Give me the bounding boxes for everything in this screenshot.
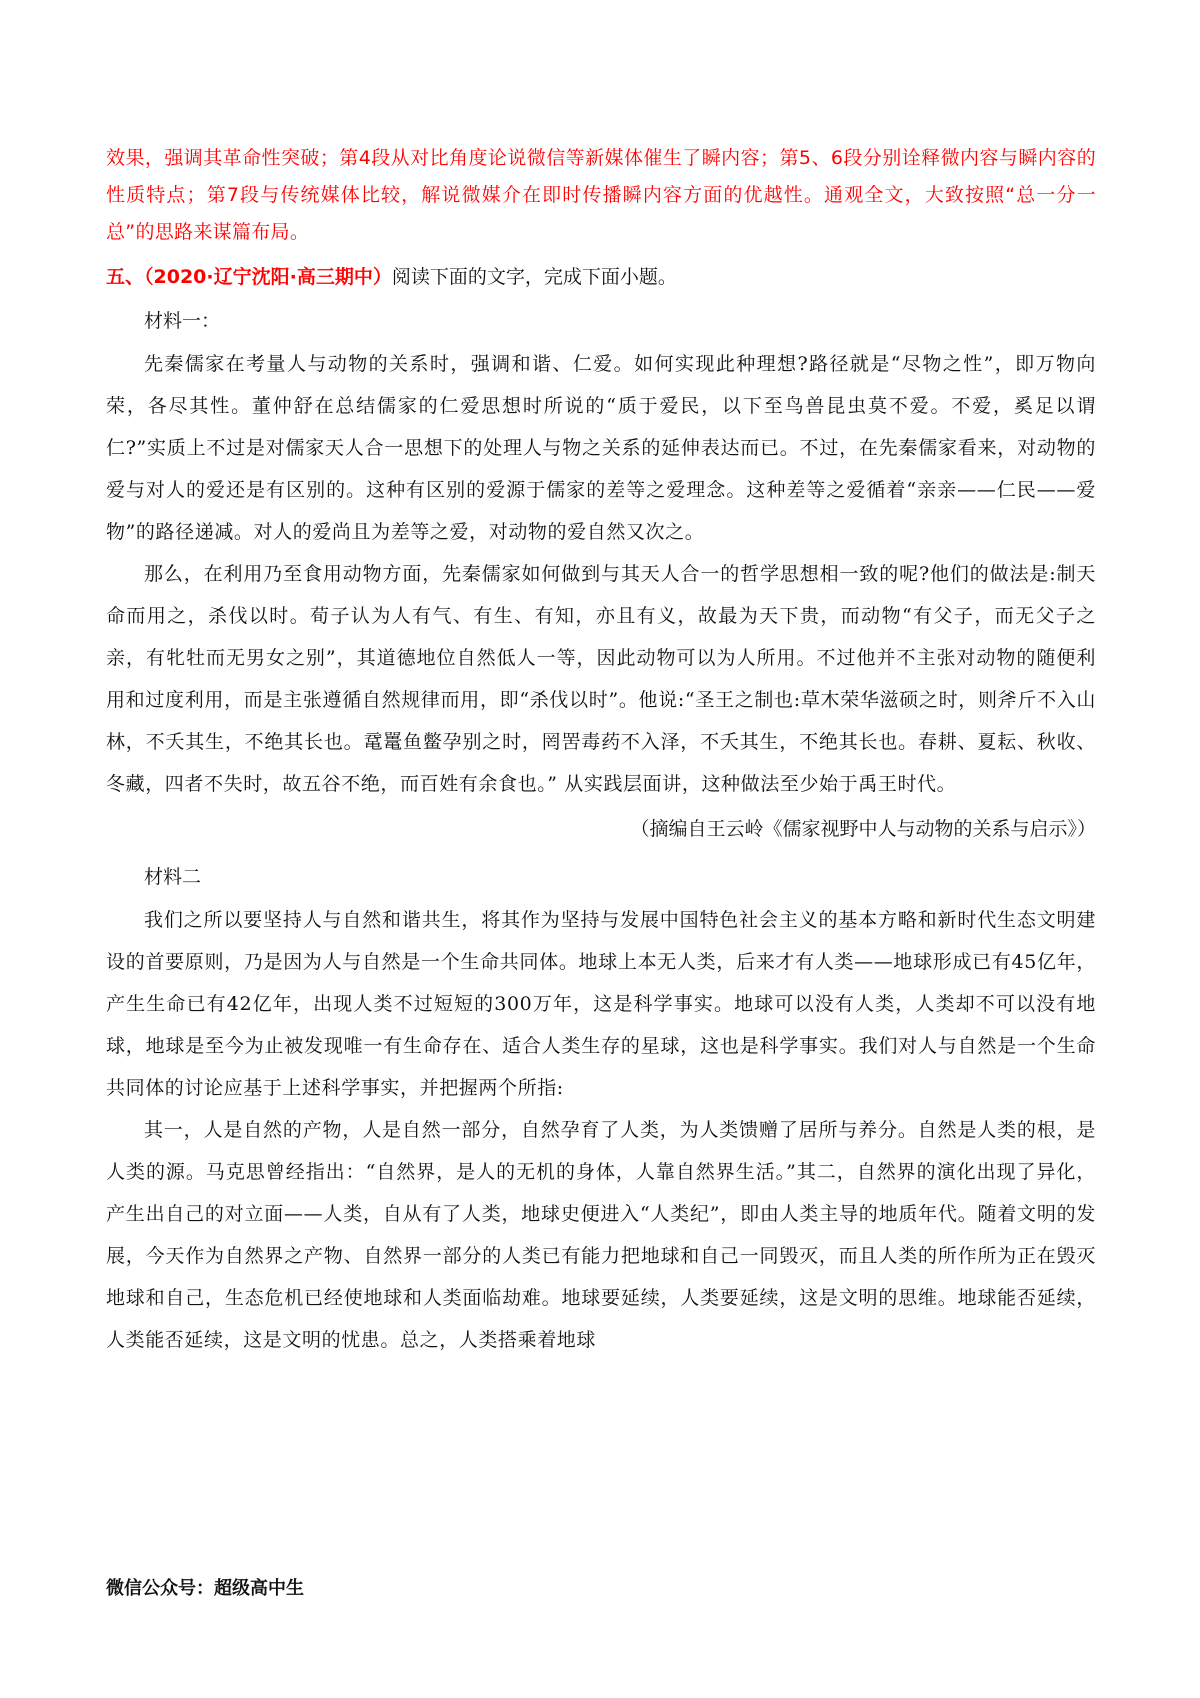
document-content — [106, 140, 1096, 1361]
material-1-paragraph-2: 那么，在利用乃至食用动物方面，先秦儒家如何做到与其天人合一的哲学思想相一致的呢?他们的做法是:制天命而用之，杀伐以时。荀子认为人有气、有生、有知，亦且有义，故最为天下贵，而动物“有父子，而无父子之亲，有牝牡而无男女之别”，其道德地位自然低人一等，因此动物可以为人所用。不过他并不主张对动物的随便利用和过度利用，而是主张遵循自然规律而用，即“杀伐以时”。他说:“圣王之制也:草木荣华滋硕之时，则斧斤不入山林，不夭其生，不绝其长也。鼋鼍鱼鳖孕别之时，罔罟毒药不入泽，不夭其生，不绝其长也。春耕、夏耘、秋收、冬藏，四者不失时，故五谷不绝，而百姓有余食也。” 从实践层面讲，这种做法至少始于禹王时代。 — [106, 563, 1096, 795]
question-instruction: 阅读下面的文字，完成下面小题。 — [391, 266, 677, 288]
material-1-source: （摘编自王云岭《儒家视野中人与动物的关系与启示》） — [630, 818, 1096, 840]
question-number: 五、 — [106, 266, 145, 288]
material-2-paragraph-2: 其一，人是自然的产物，人是自然一部分，自然孕育了人类，为人类馈赠了居所与养分。自然是人类的根，是人类的源。马克思曾经指出：“自然界，是人的无机的身体，人靠自然界生活。”其二，自然界的演化出现了异化，产生出自己的对立面——人类，自从有了人类，地球史便进入“人类纪”，即由人类主导的地质年代。随着文明的发展，今天作为自然界之产物、自然界一部分的人类已有能力把地球和自己一同毁灭，而且人类的所作所为正在毁灭地球和自己，生态危机已经使地球和人类面临劫难。地球要延续，人类要延续，这是文明的思维。地球能否延续，人类能否延续，这是文明的忧患。总之，人类搭乘着地球 — [106, 1119, 1096, 1351]
material-2-label: 材料二 — [144, 866, 202, 888]
question-heading — [106, 257, 1096, 297]
question-source-tag: （2020·辽宁沈阳·高三期中） — [144, 266, 392, 288]
footer-wechat-account: 微信公众号：超级高中生 — [106, 1578, 304, 1599]
material-2-paragraph-1: 我们之所以要坚持人与自然和谐共生，将其作为坚持与发展中国特色社会主义的基本方略和新时代生态文明建设的首要原则，乃是因为人与自然是一个生命共同体。地球上本无人类，后来才有人类——地球形成已有45亿年，产生生命已有42亿年，出现人类不过短短的300万年，这是科学事实。地球可以没有人类，人类却不可以没有地球，地球是至今为止被发现唯一有生命存在、适合人类生存的星球，这也是科学事实。我们对人与自然是一个生命共同体的讨论应基于上述科学事实，并把握两个所指: — [106, 909, 1096, 1099]
answer-analysis-text: 效果，强调其革命性突破；第4段从对比角度论说微信等新媒体催生了瞬内容；第5、6段分别诠释微内容与瞬内容的性质特点；第7段与传统媒体比较，解说微媒介在即时传播瞬内容方面的优越性。通观全文，大致按照“总一分一总”的思路来谋篇布局。 — [106, 147, 1096, 243]
material-1-paragraph-1: 先秦儒家在考量人与动物的关系时，强调和谐、仁爱。如何实现此种理想?路径就是“尽物之性”，即万物向荣，各尽其性。董仲舒在总结儒家的仁爱思想时所说的“质于爱民，以下至鸟兽昆虫莫不爱。不爱，奚足以谓仁?”实质上不过是对儒家天人合一思想下的处理人与物之关系的延伸表达而已。不过，在先秦儒家看来，对动物的爱与对人的爱还是有区别的。这种有区别的爱源于儒家的差等之爱理念。这种差等之爱循着“亲亲——仁民——爱物”的路径递减。对人的爱尚且为差等之爱，对动物的爱自然又次之。 — [106, 353, 1096, 543]
material-1-label: 材料一： — [144, 310, 221, 332]
